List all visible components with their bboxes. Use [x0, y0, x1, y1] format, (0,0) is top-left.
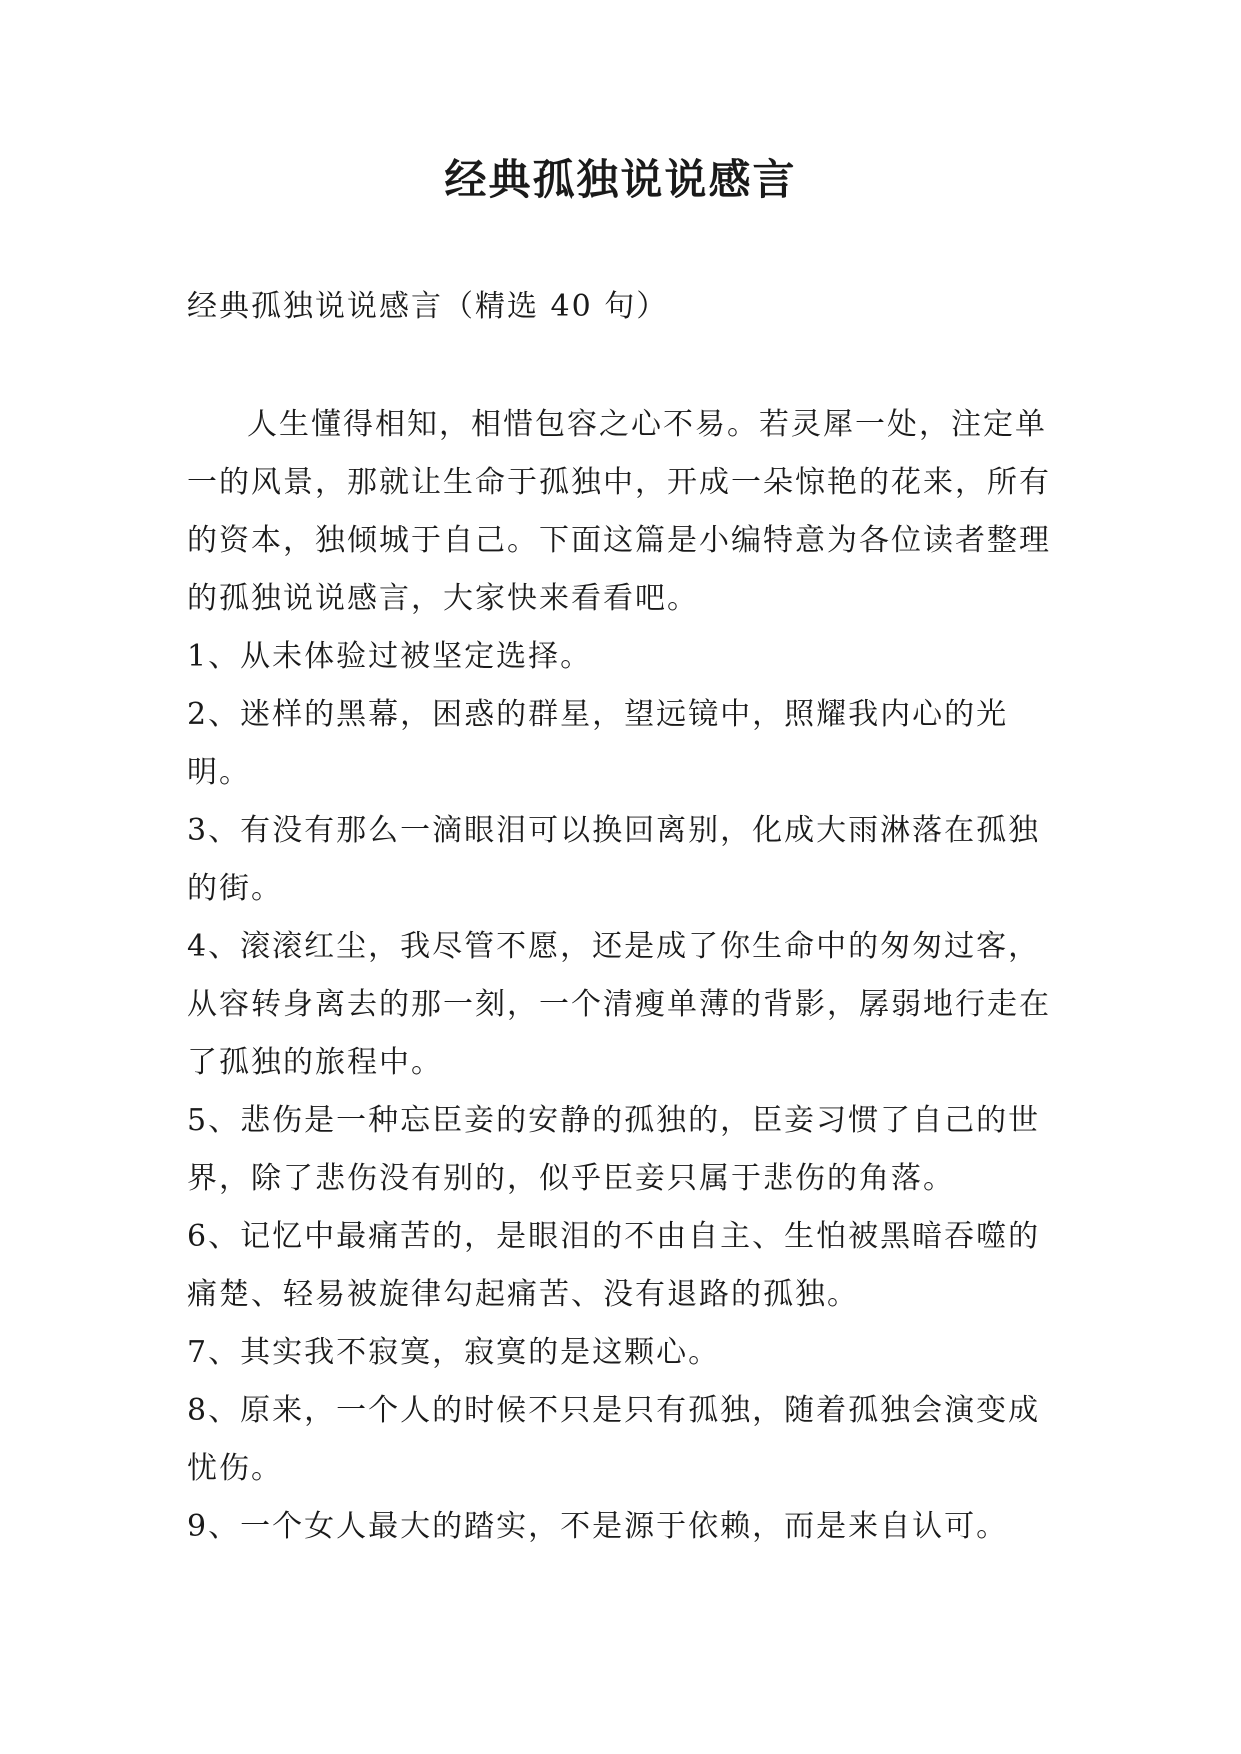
quote-item-1: 1、从未体验过被坚定选择。: [187, 639, 593, 674]
document-title: 经典孤独说说感言: [444, 155, 797, 204]
quote-item-5: 5、悲伤是一种忘臣妾的安静的孤独的，臣妾习惯了自己的世界，除了悲伤没有别的，似乎臣妾只属于悲伤的角落。: [187, 1103, 1041, 1196]
quote-list: [187, 628, 1067, 1556]
quote-item-2: 2、迷样的黑幕，困惑的群星，望远镜中，照耀我内心的光明。: [187, 697, 1009, 790]
document-body: [187, 278, 1067, 1556]
document-subtitle: 经典孤独说说感言（精选 40 句）: [187, 289, 669, 324]
quote-item-9: 9、一个女人最大的踏实，不是源于依赖，而是来自认可。: [187, 1509, 1009, 1544]
quote-item-8: 8、原来，一个人的时候不只是只有孤独，随着孤独会演变成忧伤。: [187, 1393, 1041, 1486]
quote-item-6: 6、记忆中最痛苦的，是眼泪的不由自主、生怕被黑暗吞噬的痛楚、轻易被旋律勾起痛苦、没有退路的孤独。: [187, 1219, 1041, 1312]
quote-item-4: 4、滚滚红尘，我尽管不愿，还是成了你生命中的匆匆过客，从容转身离去的那一刻，一个清瘦单薄的背影，孱弱地行走在了孤独的旅程中。: [187, 929, 1051, 1080]
quote-item-3: 3、有没有那么一滴眼泪可以换回离别，化成大雨淋落在孤独的街。: [187, 813, 1041, 906]
quote-item-7: 7、其实我不寂寞，寂寞的是这颗心。: [187, 1335, 721, 1370]
intro-paragraph: 人生懂得相知，相惜包容之心不易。若灵犀一处，注定单一的风景，那就让生命于孤独中，开成一朵惊艳的花来，所有的资本，独倾城于自己。下面这篇是小编特意为各位读者整理的孤独说说感言，大家快来看看吧。: [187, 407, 1051, 616]
